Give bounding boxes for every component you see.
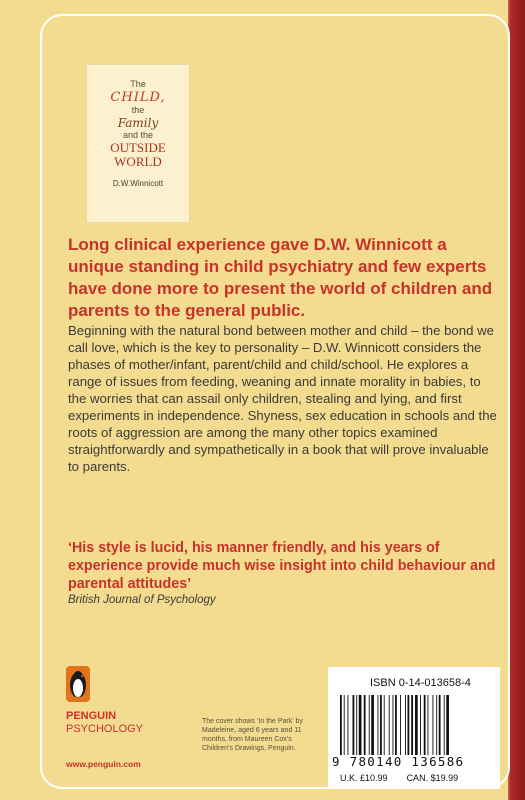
barcode-icon (338, 695, 488, 755)
blurb-body: Beginning with the natural bond between mother and child – the bond we call love, which is the key to personality – D.W. Winnicott considers the phases of mother/infant, parent/child and child/school. He explores a range of issues from feeding, weaning and innate morality in babies, to the worries that can assail only children, stealing and lying, and first experiments in independence. Shyness, sex education in schools and the roots of aggression are among the many other topics examined straightforwardly and sympathetically in a book that will prove invaluable to parents. (68, 323, 497, 474)
thumb-outside: OUTSIDE (110, 140, 166, 155)
barcode-panel (328, 667, 500, 789)
thumb-world: WORLD (114, 154, 162, 169)
review-quote: ‘His style is lucid, his manner friendly, and his years of experience provide much wise insight into child behaviour and parental attitudes’ (68, 540, 496, 592)
website: www.penguin.com (66, 759, 141, 769)
imprint (66, 710, 143, 736)
thumb-child: CHILD, (110, 90, 166, 105)
thumb-family: Family (117, 116, 159, 130)
thumb-the: The (130, 79, 146, 89)
price-can: CAN. $19.99 (406, 773, 459, 783)
blurb-lead: Long clinical experience gave D.W. Winnicott a unique standing in child psychiatry and few experts have done more to present the world of children and parents to the general public. (68, 235, 493, 320)
review-source: British Journal of Psychology (68, 594, 216, 606)
penguin-logo-icon (66, 666, 90, 702)
ean-number: 9 780140 136586 (332, 754, 465, 769)
thumb-and: and the (122, 130, 154, 140)
cover-note: The cover shows ‘In the Park’ by Madeleine, aged 6 years and 11 months, from Maureen Cox’s Children’s Drawings, Penguin. (202, 718, 303, 752)
imprint-series: PSYCHOLOGY (66, 723, 144, 735)
imprint-publisher: PENGUIN (66, 710, 117, 722)
prices (340, 773, 490, 783)
front-cover-thumbnail (87, 65, 189, 222)
isbn: ISBN 0-14-013658-4 (370, 677, 471, 689)
price-uk: U.K. £10.99 (340, 773, 388, 783)
thumb-author: D.W.Winnicott (112, 179, 164, 188)
thumb-the2: the (131, 105, 145, 115)
